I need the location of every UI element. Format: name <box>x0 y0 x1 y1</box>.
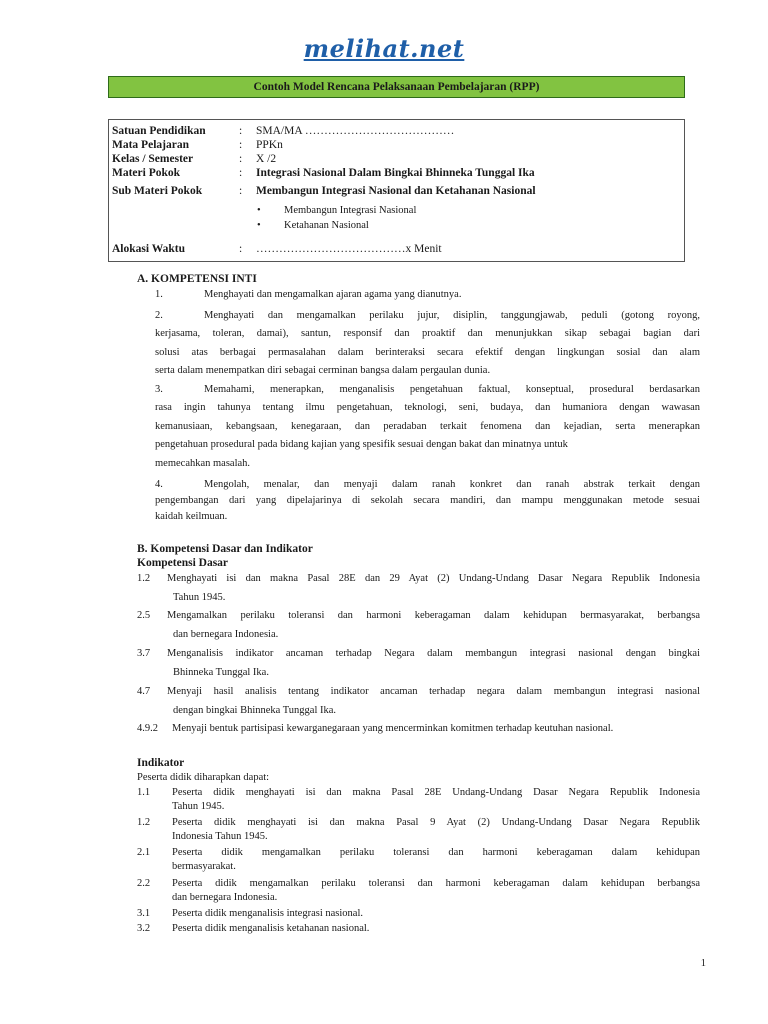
ki-number: 2. <box>155 310 163 321</box>
document-title: Contoh Model Rencana Pelaksanaan Pembelajaran (RPP) <box>108 76 685 98</box>
kd-text-cont: dengan bingkai Bhinneka Tunggal Ika. <box>173 705 337 716</box>
indikator-number: 2.2 <box>137 878 151 889</box>
kd-number: 4.9.2 <box>137 723 158 734</box>
info-colon: : <box>239 243 243 255</box>
bullet-text: Ketahanan Nasional <box>284 220 369 231</box>
subheading-indikator: Indikator <box>137 757 185 769</box>
indikator-number: 3.1 <box>137 908 151 919</box>
kd-text-cont: Bhinneka Tunggal Ika. <box>173 667 269 678</box>
kd-text: Menghayati isi dan makna Pasal 28E dan 29 Ayat (2) Undang-Undang Dasar Negara Republik Indonesia <box>167 573 700 584</box>
indikator-text-cont: dan bernegara Indonesia. <box>172 892 278 903</box>
info-value: …………………………………x Menit <box>256 243 442 255</box>
indikator-number: 2.1 <box>137 847 151 858</box>
info-label: Mata Pelajaran <box>112 139 189 151</box>
kd-number: 4.7 <box>137 686 151 697</box>
ki-line: memecahkan masalah. <box>155 458 251 469</box>
kd-number: 3.7 <box>137 648 151 659</box>
indikator-text: Peserta didik menganalisis ketahanan nasional. <box>172 923 370 934</box>
kd-text: Menganalisis indikator ancaman terhadap Negara dalam membangun integrasi nasional dengan bingkai <box>167 648 700 659</box>
info-value: Membangun Integrasi Nasional dan Ketahanan Nasional <box>256 185 536 197</box>
subheading-kd: Kompetensi Dasar <box>137 557 229 569</box>
site-brand[interactable]: melihat.net <box>303 34 465 63</box>
info-value: PPKn <box>256 139 283 151</box>
submateri-bullet <box>109 204 684 218</box>
indikator-item <box>137 907 700 921</box>
ki-number: 1. <box>155 289 163 300</box>
info-label: Alokasi Waktu <box>112 243 185 255</box>
indikator-item <box>137 786 700 814</box>
info-value: X /2 <box>256 153 277 165</box>
kd-item <box>137 569 700 607</box>
info-value: Integrasi Nasional Dalam Bingkai Bhinneka Tunggal Ika <box>256 167 535 179</box>
kd-text: Mengamalkan perilaku toleransi dan harmoni keberagaman dalam kehidupan bermasyarakat, berbangsa <box>167 610 700 621</box>
identity-box <box>108 119 685 262</box>
ki-number: 3. <box>155 384 163 395</box>
ki-line: serta dalam menempatkan diri sebagai cerminan bangsa dalam pergaulan dunia. <box>155 365 491 376</box>
indikator-text: Peserta didik menghayati isi dan makna Pasal 28E Undang-Undang Dasar Negara Republik Indonesia <box>172 787 700 798</box>
ki-line: pengembangan dari yang dipelajarinya di sekolah secara mandiri, dan mampu menggunakan metode sesuai <box>155 495 700 506</box>
ki-line: pengetahuan prosedural pada bidang kajian yang spesifik sesuai dengan bakat dan minatnya untuk <box>155 439 568 450</box>
indikator-item <box>137 922 700 936</box>
indikator-item <box>137 846 700 874</box>
indikator-number: 1.1 <box>137 787 151 798</box>
section-heading-ki: A. KOMPETENSI INTI <box>137 273 257 285</box>
indikator-text: Peserta didik menganalisis integrasi nasional. <box>172 908 363 919</box>
kd-text-cont: dan bernegara Indonesia. <box>173 629 279 640</box>
indikator-text: Peserta didik mengamalkan perilaku toleransi dan harmoni keberagaman dalam kehidupan <box>172 847 700 858</box>
kd-number: 1.2 <box>137 573 151 584</box>
ki-line: Menghayati dan mengamalkan ajaran agama yang dianutnya. <box>204 289 462 300</box>
info-colon: : <box>239 125 243 137</box>
info-colon: : <box>239 167 243 179</box>
kd-text: Menyaji hasil analisis tentang indikator ancaman terhadap negara dalam membangun integrasi nasional <box>167 686 700 697</box>
kd-item <box>137 644 700 682</box>
kd-item <box>137 719 700 738</box>
info-row-mapel <box>109 138 684 152</box>
ki-line: Menghayati dan mengamalkan perilaku jujur, disiplin, tanggungjawab, peduli (gotong royong, <box>204 310 700 321</box>
ki-line: kemanusiaan, kebangsaan, kenegaraan, dan peradaban terkait fenomena dan kejadian, serta menerapkan <box>155 421 700 432</box>
ki-line: Mengolah, menalar, dan menyaji dalam ranah konkret dan ranah abstrak terkait dengan <box>204 479 700 490</box>
info-row-kelas <box>109 152 684 166</box>
indikator-text-cont: Indonesia Tahun 1945. <box>172 831 268 842</box>
ki-line: kaidah keilmuan. <box>155 511 228 522</box>
indikator-number: 3.2 <box>137 923 151 934</box>
indikator-text: Peserta didik mengamalkan perilaku toleransi dan harmoni keberagaman dalam kehidupan berbangsa <box>172 878 700 889</box>
indikator-text-cont: bermasyarakat. <box>172 861 236 872</box>
page-number: 1 <box>700 958 706 969</box>
indikator-text-cont: Tahun 1945. <box>172 801 225 812</box>
bullet-icon: • <box>257 205 261 216</box>
info-row-alokasi <box>109 242 684 256</box>
info-colon: : <box>239 139 243 151</box>
indikator-intro: Peserta didik diharapkan dapat: <box>137 772 270 783</box>
indikator-item <box>137 816 700 844</box>
info-row-submateri <box>109 184 684 198</box>
section-heading-kd: B. Kompetensi Dasar dan Indikator <box>137 543 313 555</box>
kd-number: 2.5 <box>137 610 151 621</box>
info-colon: : <box>239 185 243 197</box>
bullet-text: Membangun Integrasi Nasional <box>284 205 417 216</box>
kd-text-cont: Tahun 1945. <box>173 592 226 603</box>
ki-line: solusi atas berbagai permasalahan dalam berinteraksi secara efektif dengan lingkungan sosial dan alam <box>155 347 700 358</box>
bullet-icon: • <box>257 220 261 231</box>
ki-line: rasa ingin tahunya tentang ilmu pengetahuan, teknologi, seni, budaya, dan humaniora dengan wawasan <box>155 402 700 413</box>
info-label: Materi Pokok <box>112 167 181 179</box>
info-label: Sub Materi Pokok <box>112 185 203 197</box>
info-row-satuan <box>109 124 684 138</box>
kd-item <box>137 606 700 644</box>
info-value: SMA/MA ………………………………… <box>256 125 455 137</box>
ki-number: 4. <box>155 479 163 490</box>
kd-text: Menyaji bentuk partisipasi kewarganegaraan yang mencerminkan komitmen terhadap keutuhan nasional. <box>172 723 614 734</box>
info-row-materi <box>109 166 684 180</box>
submateri-bullet <box>109 219 684 233</box>
info-colon: : <box>239 153 243 165</box>
info-label: Satuan Pendidikan <box>112 125 206 137</box>
indikator-item <box>137 877 700 905</box>
indikator-number: 1.2 <box>137 817 151 828</box>
ki-line: Memahami, menerapkan, menganalisis pengetahuan faktual, konseptual, prosedural berdasarkan <box>204 384 700 395</box>
ki-line: kerjasama, toleran, damai), santun, responsif dan proaktif dan menunjukkan sikap sebagai bagian dari <box>155 328 700 339</box>
indikator-text: Peserta didik menghayati isi dan makna Pasal 9 Ayat (2) Undang-Undang Dasar Negara Republik <box>172 817 700 828</box>
kd-item <box>137 682 700 720</box>
info-label: Kelas / Semester <box>112 153 194 165</box>
